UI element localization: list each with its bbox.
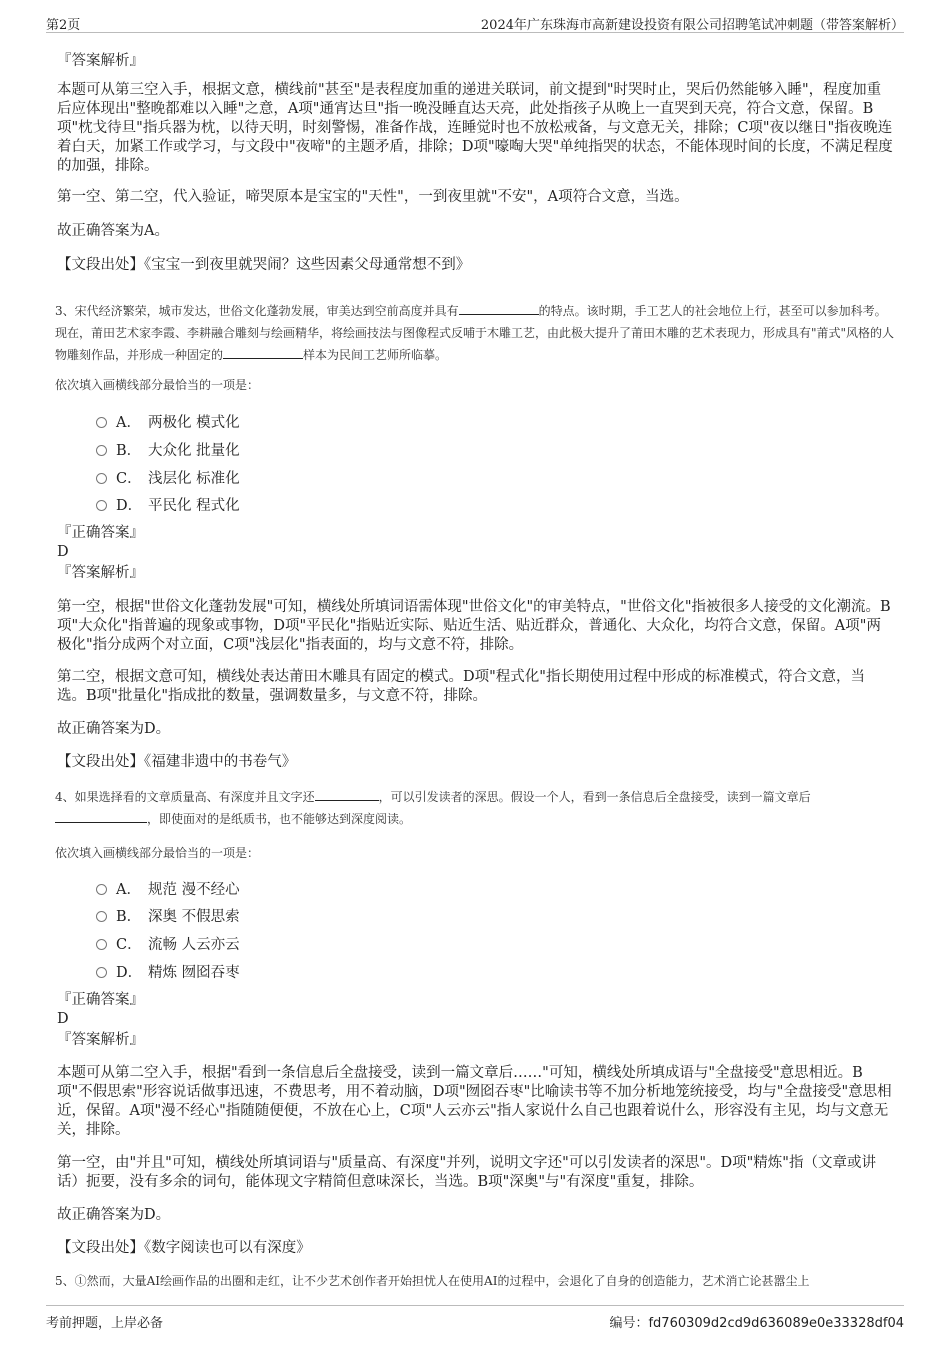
q4-analysis-label: 『答案解析』 — [57, 1032, 144, 1048]
q4-stem-part-b: ，可以引发读者的深思。假设一个人，看到一条信息后全盘接受，读到一篇文章后 — [378, 790, 811, 804]
document-code — [609, 1312, 904, 1331]
q2-analysis-label: 『答案解析』 — [57, 53, 144, 69]
q3-correct-label: 『正确答案』 — [57, 525, 144, 541]
document-title: 2024年广东珠海市高新建设投资有限公司招聘笔试冲刺题（带答案解析） — [480, 18, 904, 33]
q3-stem-part-b: 的特点。该时期，手工艺人的社会地位上行，甚至可以参加科考。现在，莆田艺术家李霞、李耕融合雕刻与绘画精华，将绘画技法与图像程式反哺于木雕工艺，由此极大提升了莆田木雕的艺术表现力，形成具有"莆式"风格的人物雕刻作品，并形成一种固定的 — [55, 304, 895, 362]
q3-blank-2 — [223, 346, 303, 359]
q3-option-a[interactable] — [96, 411, 240, 432]
q4-analysis-p2: 第一空，由"并且"可知，横线处所填词语与"质量高、有深度"并列，说明文字还"可以引发读者的深思"。D项"精炼"指（文章或讲话）扼要，没有多余的词句，能体现文字精简但意味深长，当选。B项"深奥"与"有深度"重复，排除。 — [57, 1155, 876, 1190]
radio-icon[interactable] — [96, 939, 107, 950]
option-text: 流畅 人云亦云 — [148, 937, 240, 953]
q3-analysis-p2: 第二空，根据文意可知，横线处表达莆田木雕具有固定的模式。D项"程式化"指长期使用过程中形成的标准模式，符合文意，当选。B项"批量化"指成批的数量，强调数量多，与文意不符，排除。 — [57, 669, 865, 704]
option-text: 浅层化 标准化 — [148, 471, 240, 487]
q4-stem-part-c: ，即使面对的是纸质书，也不能够达到深度阅读。 — [147, 812, 412, 826]
radio-icon[interactable] — [96, 473, 107, 484]
option-letter: A． — [116, 415, 141, 431]
q4-option-c[interactable] — [96, 933, 240, 954]
header-divider — [46, 32, 904, 33]
q4-source: 【文段出处】《数字阅读也可以有深度》 — [57, 1240, 311, 1256]
option-letter: D． — [116, 965, 143, 981]
option-text: 大众化 批量化 — [148, 443, 240, 459]
q4-analysis-p1: 本题可从第二空入手，根据"看到一条信息后全盘接受，读到一篇文章后……"可知，横线处所填成语与"全盘接受"意思相近。B项"不假思索"形容说话做事迅速，不费思考，用不着动脑，D项"囫囵吞枣"比喻读书等不加分析地笼统接受，均与"全盘接受"意思相近，保留。A项"漫不经心"指随随便便，不放在心上，C项"人云亦云"指人家说什么自己也跟着说什么，形容没有主见，均与文意无关，排除。 — [57, 1065, 892, 1138]
option-letter: A． — [116, 882, 141, 898]
q3-stem-part-a: 3、宋代经济繁荣，城市发达，世俗文化蓬勃发展，审美达到空前高度并具有 — [55, 304, 459, 318]
option-letter: B． — [116, 443, 142, 459]
q4-blank-1 — [315, 788, 379, 801]
document-code-value: fd760309d2cd9d636089e0e33328df04 — [648, 1316, 904, 1331]
q2-analysis-p2: 第一空、第二空，代入验证，啼哭原本是宝宝的"天性"，一到夜里就"不安"，A项符合文意，当选。 — [57, 189, 689, 205]
option-text: 精炼 囫囵吞枣 — [148, 965, 240, 981]
option-text: 平民化 程式化 — [148, 498, 240, 514]
q4-option-a[interactable] — [96, 878, 240, 899]
q5-stem: 5、①然而，大量AI绘画作品的出圈和走红，让不少艺术创作者开始担忧人在使用AI的过程中，会退化了自身的创造能力，艺术消亡论甚嚣尘上 — [55, 1274, 810, 1288]
option-text: 规范 漫不经心 — [148, 882, 240, 898]
q2-source: 【文段出处】《宝宝一到夜里就哭闹？这些因素父母通常想不到》 — [57, 257, 471, 273]
q3-correct-answer: D — [57, 544, 69, 560]
q4-option-b[interactable] — [96, 905, 240, 926]
q4-option-d[interactable] — [96, 961, 240, 982]
q4-blank-2 — [55, 810, 147, 823]
radio-icon[interactable] — [96, 967, 107, 978]
q3-blank-1 — [459, 302, 539, 315]
q4-correct-answer: D — [57, 1011, 69, 1027]
q4-hint: 依次填入画横线部分最恰当的一项是： — [55, 846, 260, 860]
radio-icon[interactable] — [96, 884, 107, 895]
option-text: 深奥 不假思索 — [148, 909, 240, 925]
q3-analysis-p1: 第一空，根据"世俗文化蓬勃发展"可知，横线处所填词语需体现"世俗文化"的审美特点，"世俗文化"指被很多人接受的文化潮流。B项"大众化"指普遍的现象或事物，D项"平民化"指贴近实际、贴近生活、贴近群众，普通化、大众化，均符合文意，保留。A项"两极化"指分成两个对立面，C项"浅层化"指表面的，均与文意不符，排除。 — [57, 599, 891, 653]
q2-analysis-p1: 本题可从第三空入手，根据文意，横线前"甚至"是表程度加重的递进关联词，前文提到"时哭时止，哭后仍然能够入睡"，程度加重后应体现出"整晚都难以入睡"之意，A项"通宵达旦"指一晚没睡直达天亮，此处指孩子从晚上一直哭到天亮，符合文意，保留。B项"枕戈待旦"指兵器为枕，以待天明，时刻警惕，准备作战，连睡觉时也不放松戒备，与文意无关，排除；C项"夜以继日"指夜晚连着白天，加紧工作或学习，与文段中"夜啼"的主题矛盾，排除；D项"嚎啕大哭"单纯指哭的状态，不能体现时间的长度，不满足程度的加强，排除。 — [57, 82, 893, 174]
option-letter: D． — [116, 498, 143, 514]
option-letter: B． — [116, 909, 142, 925]
radio-icon[interactable] — [96, 417, 107, 428]
q4-stem-part-a: 4、如果选择看的文章质量高、有深度并且文字还 — [55, 790, 315, 804]
radio-icon[interactable] — [96, 500, 107, 511]
page-header — [0, 0, 950, 32]
option-letter: C． — [116, 471, 142, 487]
q3-analysis-label: 『答案解析』 — [57, 565, 144, 581]
q3-stem-part-c: 样本为民间工艺师所临摹。 — [303, 348, 448, 362]
q3-option-c[interactable] — [96, 467, 240, 488]
radio-icon[interactable] — [96, 911, 107, 922]
option-text: 两极化 模式化 — [148, 415, 240, 431]
q4-correct-label: 『正确答案』 — [57, 992, 144, 1008]
q3-option-b[interactable] — [96, 439, 240, 460]
footer-slogan: 考前押题，上岸必备 — [46, 1316, 164, 1331]
q4-analysis-p3: 故正确答案为D。 — [57, 1207, 171, 1223]
option-letter: C． — [116, 937, 142, 953]
footer-divider — [46, 1305, 904, 1306]
q3-analysis-p3: 故正确答案为D。 — [57, 721, 171, 737]
q3-hint: 依次填入画横线部分最恰当的一项是： — [55, 378, 260, 392]
q3-stem — [55, 300, 897, 366]
radio-icon[interactable] — [96, 445, 107, 456]
document-code-label: 编号： — [609, 1316, 649, 1331]
page-number: 第2页 — [46, 18, 81, 33]
q3-source: 【文段出处】《福建非遗中的书卷气》 — [57, 754, 297, 770]
q4-stem — [55, 786, 897, 830]
q2-analysis-p3: 故正确答案为A。 — [57, 223, 169, 239]
q3-option-d[interactable] — [96, 494, 240, 515]
